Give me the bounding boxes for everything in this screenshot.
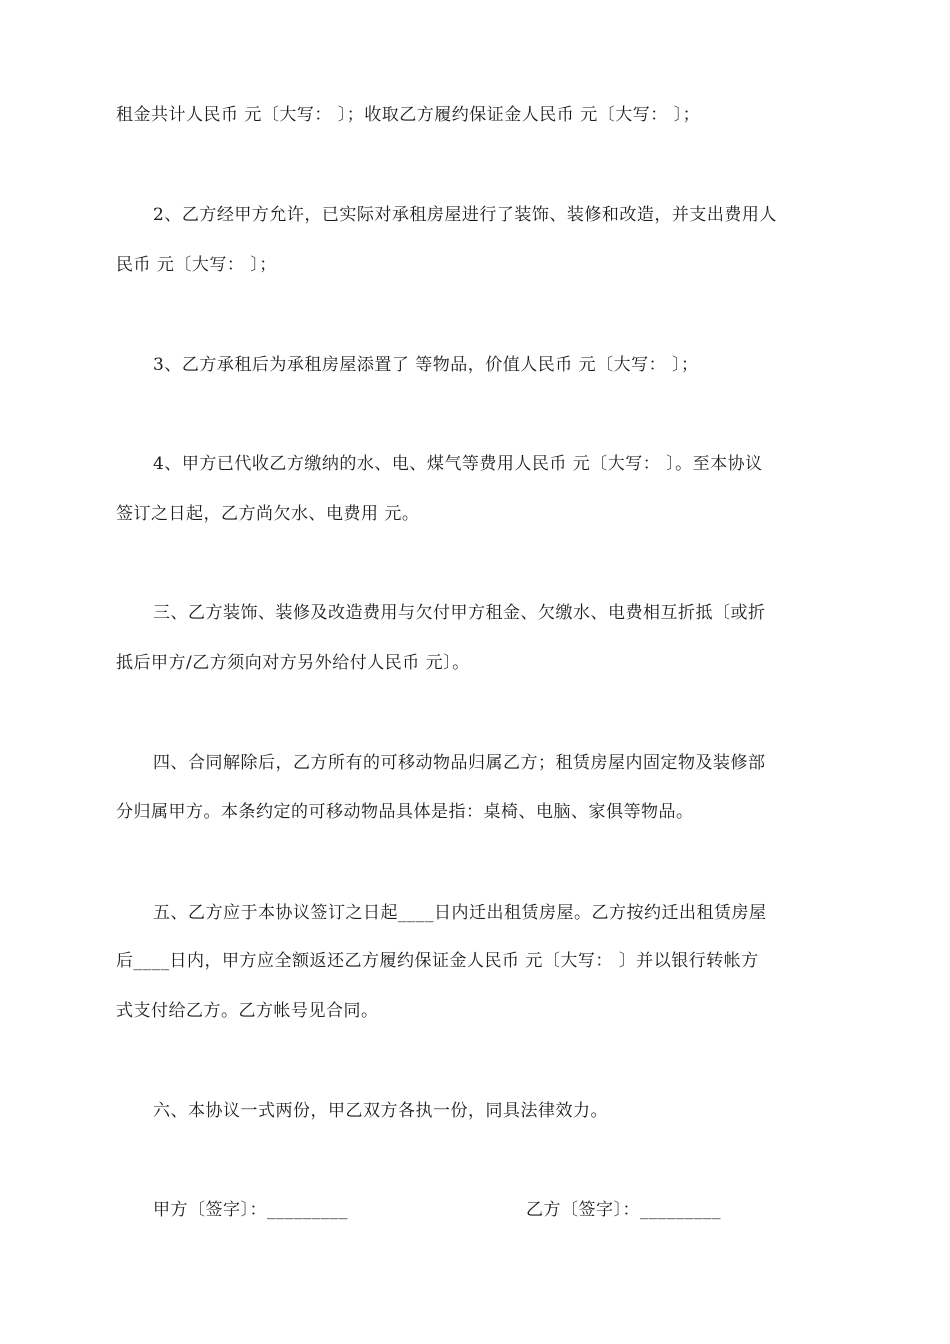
section-4-line-1: 四、合同解除后，乙方所有的可移动物品归属乙方；租赁房屋内固定物及装修部 — [153, 753, 766, 773]
signature-party-b: 乙方〔签字〕：_________ — [526, 1200, 721, 1220]
section-5-line-2: 后____日内，甲方应全额返还乙方履约保证金人民币 元〔大写： 〕并以银行转帐方 — [116, 951, 759, 971]
signature-party-a: 甲方〔签字〕：_________ — [153, 1200, 348, 1220]
paragraph-2-line-2: 民币 元〔大写： 〕； — [116, 255, 277, 275]
paragraph-1-line-1: 租金共计人民币 元〔大写： 〕；收取乙方履约保证金人民币 元〔大写： 〕； — [116, 105, 701, 125]
section-4-line-2: 分归属甲方。本条约定的可移动物品具体是指：桌椅、电脑、家俱等物品。 — [116, 802, 694, 822]
section-3-line-2: 抵后甲方/乙方须向对方另外给付人民币 元〕。 — [116, 653, 470, 673]
paragraph-3-line-1: 3、乙方承租后为承租房屋添置了 等物品，价值人民币 元〔大写： 〕； — [153, 355, 699, 375]
section-6-line-1: 六、本协议一式两份，甲乙双方各执一份，同具法律效力。 — [153, 1101, 608, 1121]
paragraph-4-line-2: 签订之日起，乙方尚欠水、电费用 元。 — [116, 504, 420, 524]
paragraph-2-line-1: 2、乙方经甲方允许，已实际对承租房屋进行了装饰、装修和改造，并支出费用人 — [153, 205, 777, 225]
paragraph-4-line-1: 4、甲方已代收乙方缴纳的水、电、煤气等费用人民币 元〔大写： 〕。至本协议 — [153, 454, 763, 474]
section-5-line-3: 式支付给乙方。乙方帐号见合同。 — [116, 1001, 379, 1021]
section-5-line-1: 五、乙方应于本协议签订之日起____日内迁出租赁房屋。乙方按约迁出租赁房屋 — [153, 903, 767, 923]
section-3-line-1: 三、乙方装饰、装修及改造费用与欠付甲方租金、欠缴水、电费相互折抵〔或折 — [153, 603, 766, 623]
